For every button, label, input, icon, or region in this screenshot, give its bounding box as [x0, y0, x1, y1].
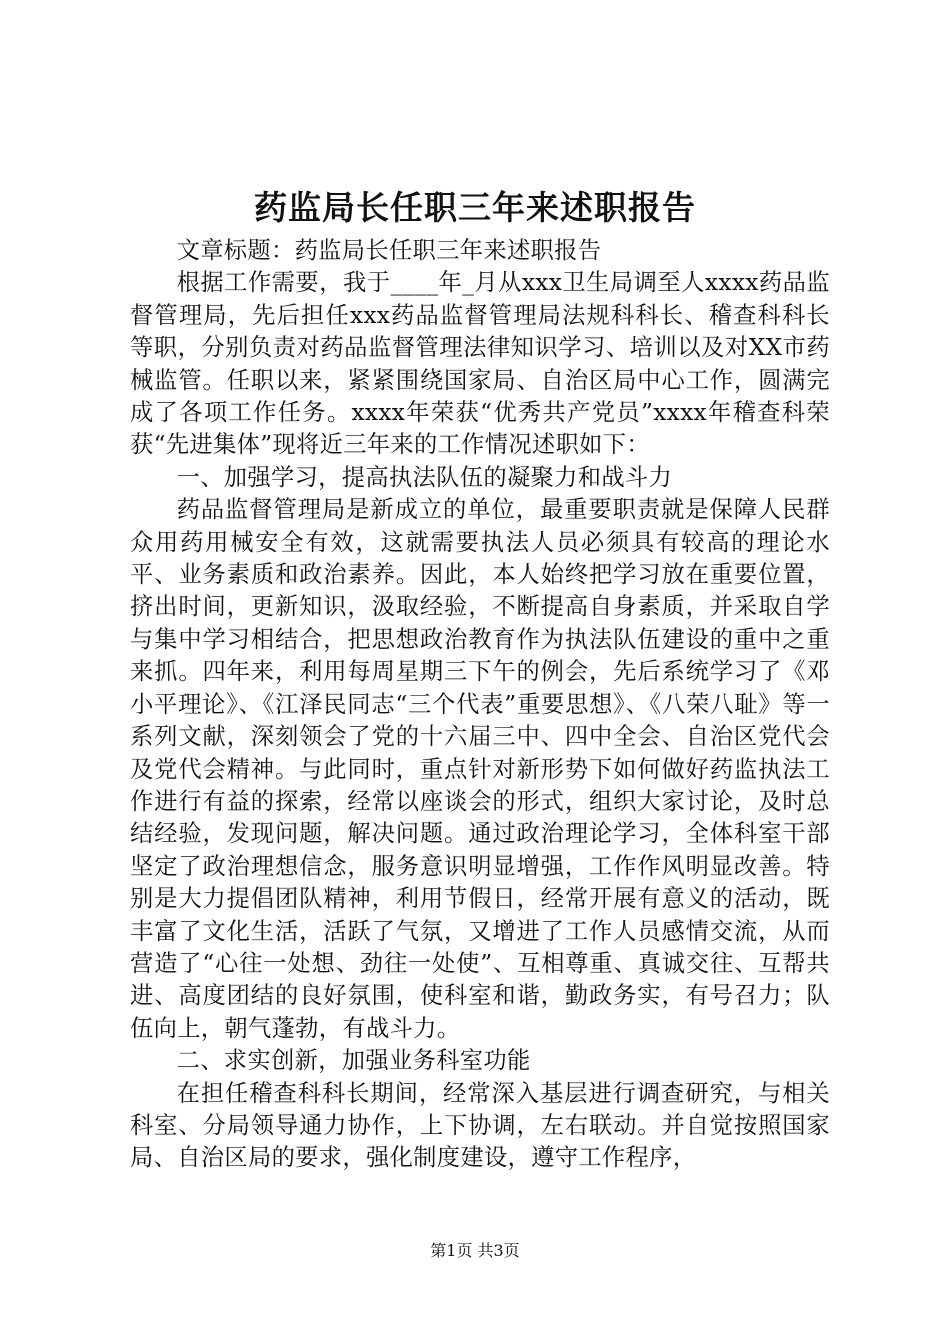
- document-title: 药监局长任职三年来述职报告: [254, 188, 696, 227]
- section-heading-1: 一、加强学习，提高执法队伍的凝聚力和战斗力: [176, 463, 673, 491]
- article-title-line: 文章标题：药监局长任职三年来述职报告: [176, 237, 602, 264]
- section-2-paragraph: 在担任稽查科科长期间，经常深入基层进行调查研究，与相关科室、分局领导通力协作，上下协调，左右联动。并自觉按照国家局、自治区局的要求，强化制度建设，遵守工作程序，: [130, 1079, 830, 1172]
- page-footer: 第1页 共3页: [430, 1241, 520, 1260]
- intro-paragraph: 根据工作需要，我于____年_月从xxx卫生局调至人xxxx药品监督管理局，先后担任xxx药品监督管理局法规科科长、稽查科科长等职，分别负责对药品监督管理法律知识学习、培训以及对XX市药械监管。任职以来，紧紧围绕国家局、自治区局中心工作，圆满完成了各项工作任务。xxxx年荣获“优秀共产党员”xxxx年稽查科荣获“先进集体”现将近三年来的工作情况述职如下：: [130, 269, 830, 459]
- section-heading-2: 二、求实创新，加强业务科室功能: [176, 1047, 531, 1075]
- document-body: [130, 235, 830, 1175]
- section-1-paragraph: 药品监督管理局是新成立的单位，最重要职责就是保障人民群众用药用械安全有效，这就需要执法人员必须具有较高的理论水平、业务素质和政治素养。因此，本人始终把学习放在重要位置，挤出时间，更新知识，汲取经验，不断提高自身素质，并采取自学与集中学习相结合，把思想政治教育作为执法队伍建设的重中之重来抓。四年来，利用每周星期三下午的例会，先后系统学习了《邓小平理论》、《江泽民同志“三个代表”重要思想》、《八荣八耻》等一系列文献，深刻领会了党的十六届三中、四中全会、自治区党代会及党代会精神。与此同时，重点针对新形势下如何做好药监执法工作进行有益的探索，经常以座谈会的形式，组织大家讨论，及时总结经验，发现问题，解决问题。通过政治理论学习，全体科室干部坚定了政治理想信念，服务意识明显增强，工作作风明显改善。特别是大力提倡团队精神，利用节假日，经常开展有意义的活动，既丰富了文化生活，活跃了气氛，又增进了工作人员感情交流，从而营造了“心往一处想、劲往一处使”、互相尊重、真诚交往、互帮共进、高度团结的良好氛围，使科室和谐，勤政务实，有号召力；队伍向上，朝气蓬勃，有战斗力。: [130, 496, 830, 1042]
